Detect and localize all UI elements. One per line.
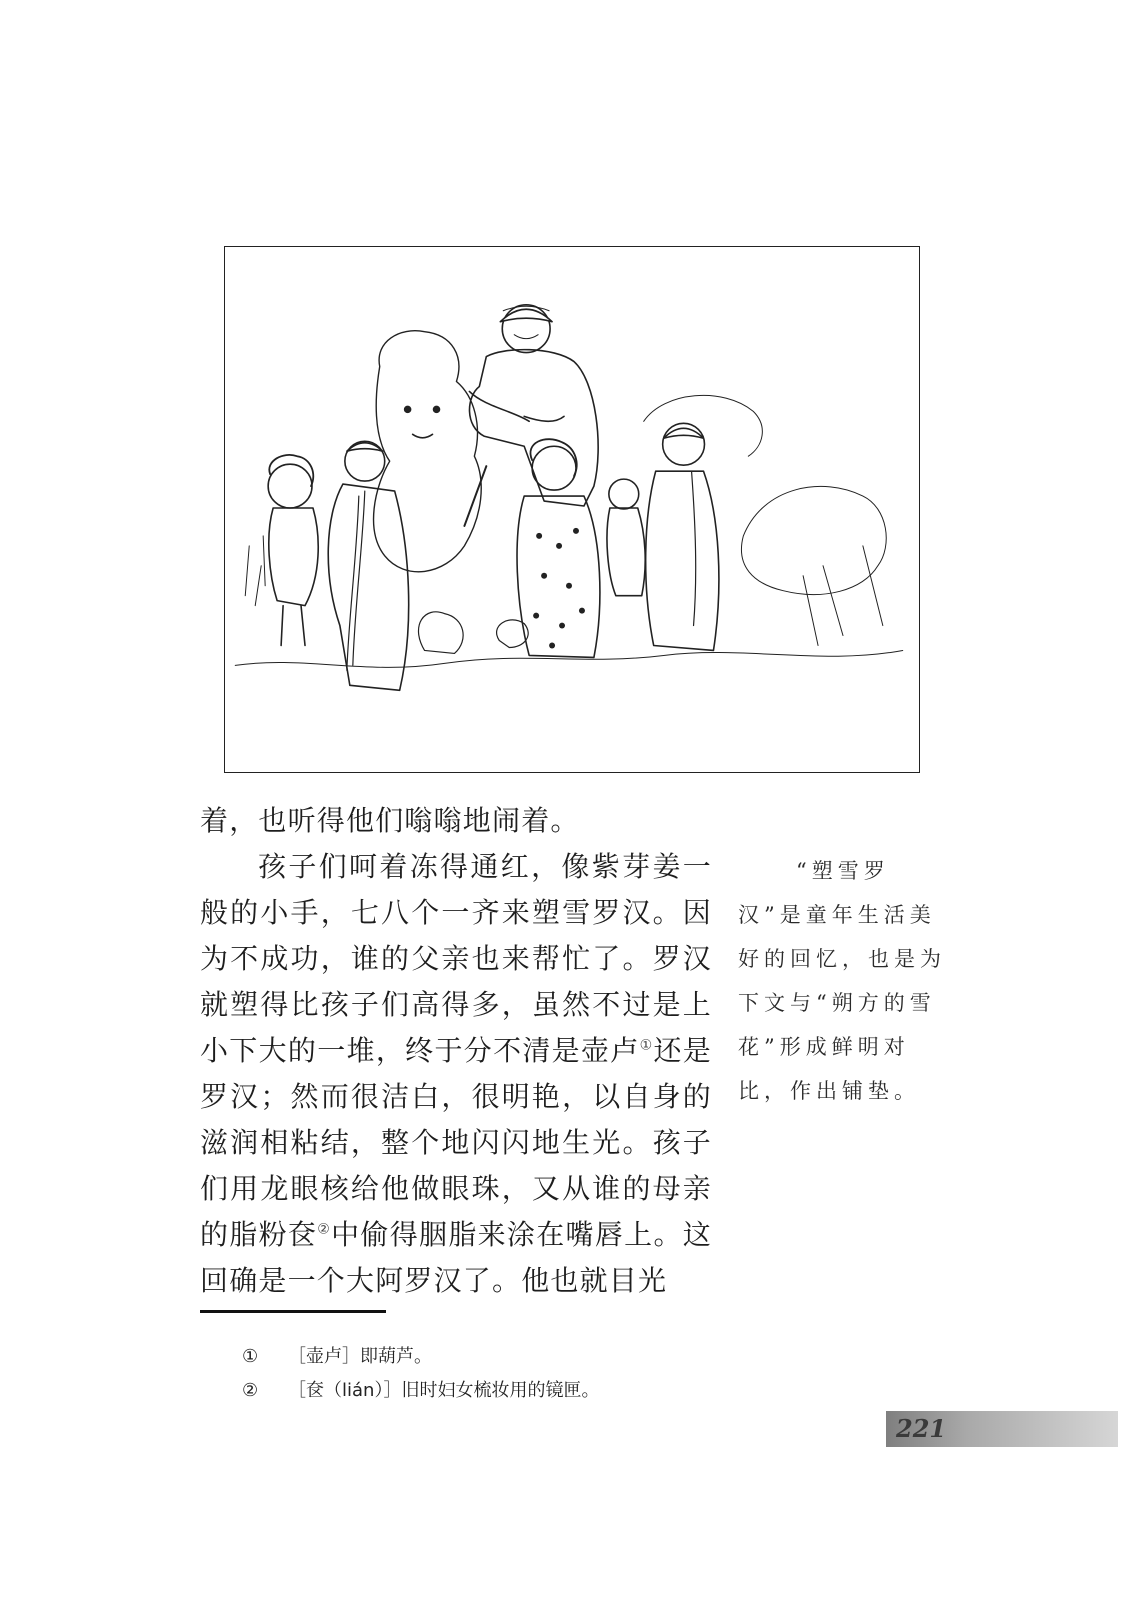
footnote-2 (242, 1374, 599, 1408)
main-paragraph (200, 844, 712, 1304)
margin-annotation: “塑雪罗汉”是童年生活美好的回忆，也是为下文与“朔方的雪花”形成鲜明对比，作出铺垫。 (738, 859, 946, 1103)
paragraph-text-part-1: 孩子们呵着冻得通红，像紫芽姜一般的小手，七八个一齐来塑雪罗汉。因为不成功，谁的父亲也来帮忙了。罗汉就塑得比孩子们高得多，虽然不过是上小下大的一堆，终于分不清是壶卢 (200, 850, 712, 1067)
footnote-text: ［奁（lián）］旧时妇女梳妆用的镜匣。 (288, 1380, 600, 1401)
paragraph-text-part-3: 中偷得胭脂来涂在嘴唇上。这回确是一个大阿罗汉了。他也就目光 (200, 1218, 712, 1297)
footnote-divider (200, 1310, 386, 1313)
footnote-text: ［壶卢］即葫芦。 (288, 1346, 432, 1367)
paragraph-text-part-2: 还是罗汉；然而很洁白，很明艳，以自身的滋润相粘结，整个地闪闪地生光。孩子们用龙眼核给他做眼珠，又从谁的母亲的脂粉奁 (200, 1034, 712, 1251)
footnote-marker-2: ② (317, 1221, 332, 1238)
footnote-1 (242, 1340, 599, 1374)
footnote-marker-1: ① (639, 1037, 654, 1054)
page-number-bar (886, 1411, 1118, 1447)
footnotes (242, 1340, 599, 1408)
footnote-number: ② (242, 1380, 259, 1401)
body-first-line: 着，也听得他们嗡嗡地闹着。 (200, 804, 580, 837)
page-number: 221 (896, 1414, 947, 1443)
children-building-snowman-icon (225, 247, 919, 772)
snowman-illustration (224, 246, 920, 773)
footnote-number: ① (242, 1346, 259, 1367)
